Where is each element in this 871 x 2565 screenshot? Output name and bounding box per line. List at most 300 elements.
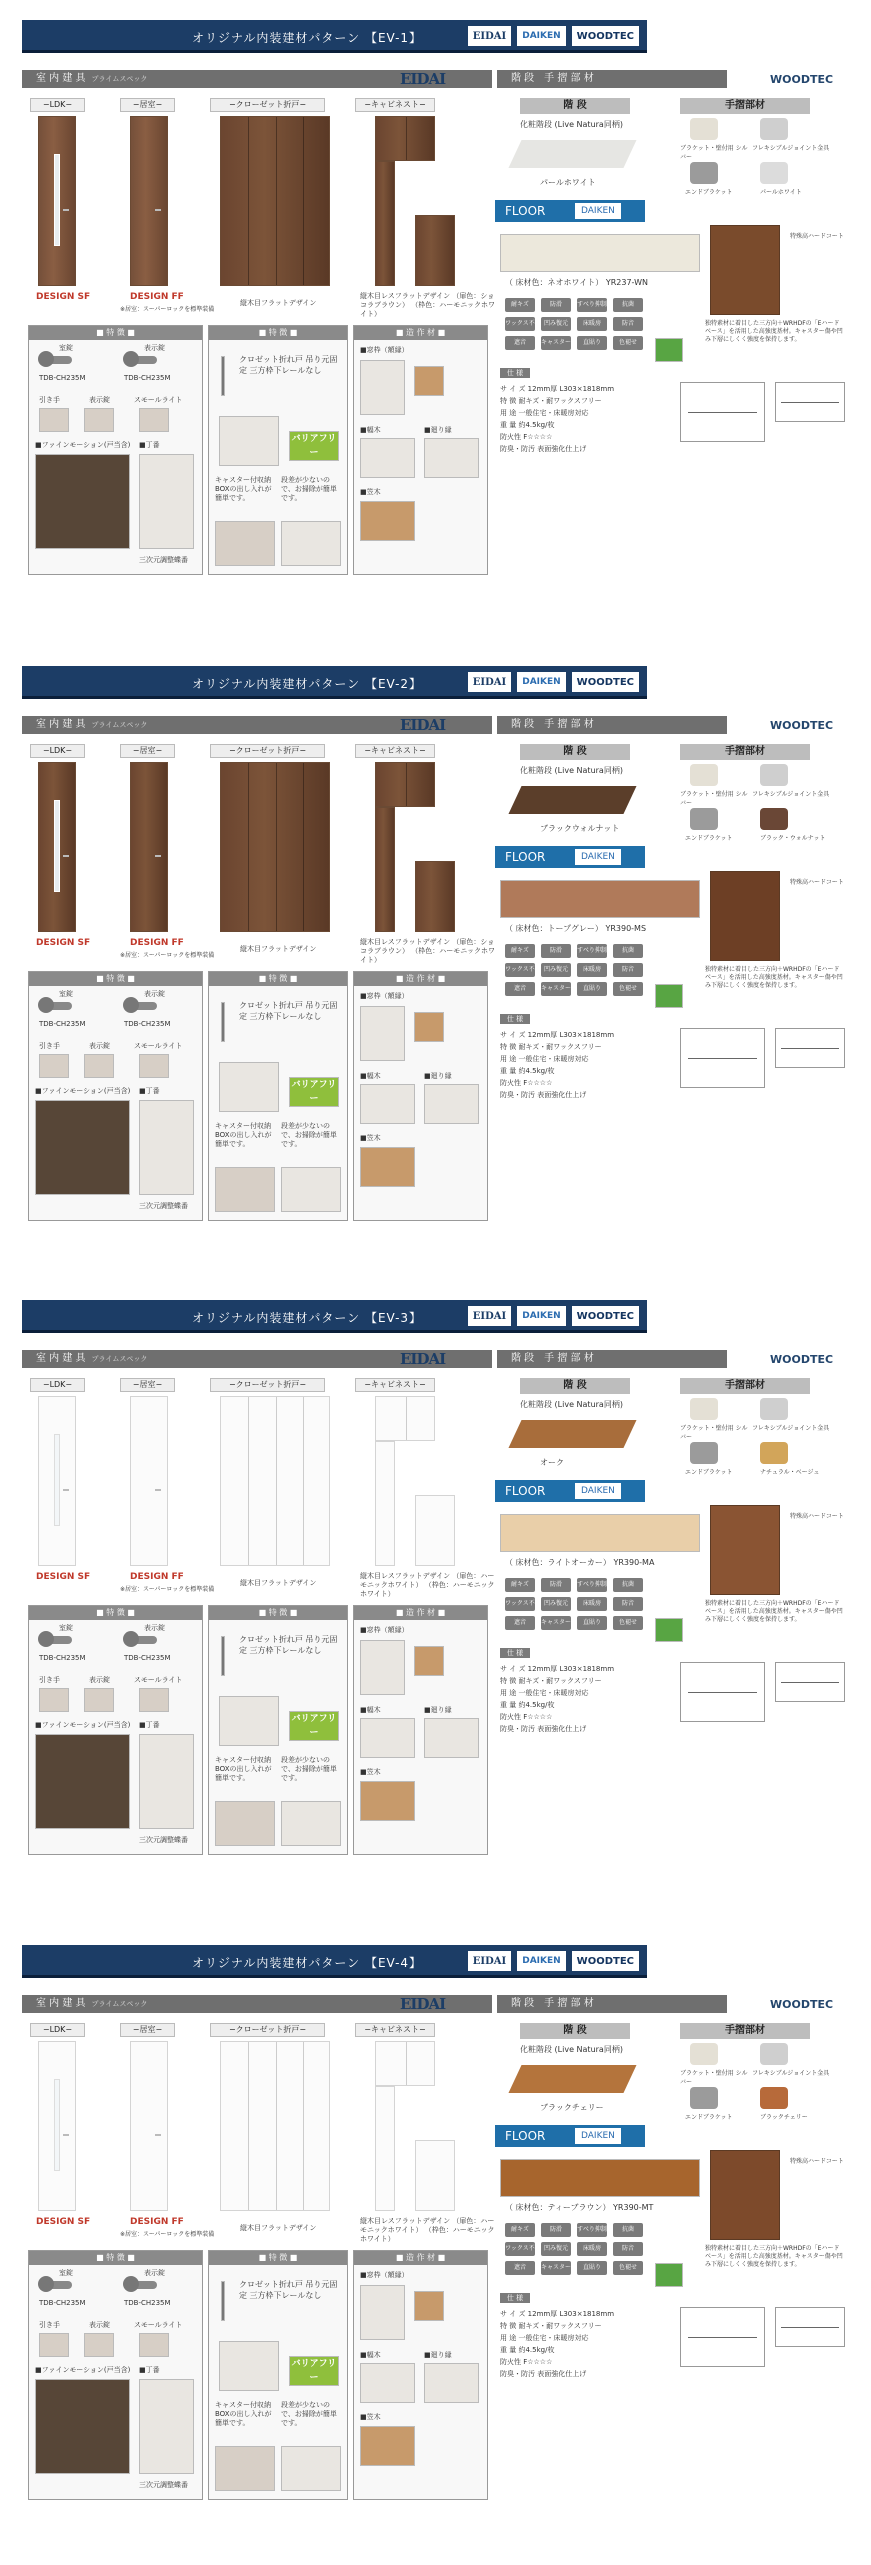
hinge-label: ■丁番 bbox=[139, 441, 160, 449]
stair-board-swatch bbox=[508, 140, 636, 168]
small-light-label: スモールライト bbox=[134, 1042, 183, 1050]
knob-photo bbox=[39, 1054, 69, 1078]
sill-label: ■幅木 bbox=[360, 1706, 381, 1714]
woodtec-mark: WOODTEC bbox=[770, 73, 834, 86]
barrier-free-badge: バリアフリー bbox=[289, 431, 339, 461]
handle-b-code: TDB-CH235M bbox=[124, 1020, 171, 1028]
rail-color-label: ブラックチェリー bbox=[760, 2114, 808, 2121]
stairs-head: 階 段 bbox=[520, 2023, 630, 2039]
rail-color-swatch bbox=[760, 162, 788, 184]
handle-a-code: TDB-CH235M bbox=[39, 374, 86, 382]
lock-photo bbox=[84, 408, 114, 432]
room-door bbox=[130, 2041, 168, 2211]
stairs-head: 階 段 bbox=[520, 98, 630, 114]
ff-note: ※居室：スーパーロックを標準装備 bbox=[120, 1586, 215, 1593]
cabinet-door-right bbox=[415, 215, 455, 286]
cabinet-door-upper bbox=[375, 762, 435, 807]
spec-row: 防火性 F☆☆☆☆ bbox=[500, 1079, 553, 1087]
column-tag: −居室− bbox=[120, 2023, 175, 2037]
spec-row: サ イ ズ 12mm厚 L303×1818mm bbox=[500, 2310, 615, 2318]
feature-box-head: ■ 特 徴 ■ bbox=[209, 972, 347, 986]
caster-note: キャスター付収納BOXの出し入れが簡単です。 bbox=[215, 476, 272, 502]
door-glass-slit bbox=[54, 800, 60, 892]
closet-copy: クロゼット折れ戸 吊り元固定 三方枠下レールなし bbox=[239, 2280, 338, 2300]
knob-photo bbox=[39, 1688, 69, 1712]
handle-a-title: 室錠 bbox=[59, 990, 73, 998]
spec-head: 仕 様 bbox=[500, 1648, 530, 1658]
handrail-head: 手摺部材 bbox=[680, 1378, 810, 1394]
feature-chip: 床暖房 bbox=[577, 1597, 607, 1611]
acc-b-label: フレキシブルジョイント金具 bbox=[752, 145, 830, 152]
hinge-photo bbox=[139, 1734, 194, 1829]
closet-panel-line bbox=[276, 763, 277, 931]
stair-product: 化粧階段 (Live Natura同柄) bbox=[520, 2045, 623, 2054]
window-photo bbox=[360, 1006, 405, 1061]
window-sample bbox=[414, 366, 444, 396]
handle-b-title: 表示錠 bbox=[144, 990, 165, 998]
floor-tag: 特殊高ハードコート bbox=[790, 879, 844, 886]
cabinet-note: 縦木目レスフラットデザイン （扉色：ハーモニックホワイト） （枠色：ハーモニックホワイト） bbox=[360, 1572, 495, 1598]
handle-b-code: TDB-CH235M bbox=[124, 1654, 171, 1662]
daiken-logo: DAIKEN bbox=[517, 672, 565, 692]
fine-motion-photo bbox=[35, 454, 130, 549]
floor-title: FLOOR bbox=[505, 204, 546, 218]
step-note: 段差が少ないので、お掃除が簡単です。 bbox=[281, 2401, 337, 2427]
feature-box-handles bbox=[28, 2250, 203, 2500]
window-label: ■窓枠（額縁） bbox=[360, 346, 409, 354]
spec-row: 重 量 約4.5kg/枚 bbox=[500, 1701, 555, 1709]
feature-chip: 耐キズ bbox=[505, 944, 535, 958]
stair-product: 化粧階段 (Live Natura同柄) bbox=[520, 766, 623, 775]
spec-row: 用 途 一般住宅・床暖房対応 bbox=[500, 1689, 589, 1697]
ldk-door bbox=[38, 2041, 76, 2211]
door-handle-icon bbox=[63, 1489, 69, 1491]
cabinet-door-upper bbox=[375, 116, 435, 161]
spec-row: 防臭・防汚 表面強化仕上げ bbox=[500, 445, 587, 453]
floor-name: （ 床材色：ネオホワイト） YR237-WN bbox=[505, 278, 649, 287]
eco-mark bbox=[655, 2263, 683, 2287]
pattern-title: オリジナル内装建材パターン 【EV-2】 bbox=[192, 677, 423, 691]
hinge-note: 三次元調整蝶番 bbox=[139, 1836, 188, 1844]
joint-icon bbox=[760, 1398, 788, 1420]
caster-note: キャスター付収納BOXの出し入れが簡単です。 bbox=[215, 1756, 272, 1782]
sill-photo bbox=[360, 2363, 415, 2403]
feature-chip: 色褪せ bbox=[613, 2261, 643, 2275]
spec-diagram-b bbox=[775, 382, 845, 422]
closet-panel-line bbox=[303, 117, 304, 285]
window-photo bbox=[360, 2285, 405, 2340]
pattern-sheet bbox=[0, 666, 871, 1286]
feature-chip: 床暖房 bbox=[577, 963, 607, 977]
step-note: 段差が少ないので、お掃除が簡単です。 bbox=[281, 1122, 337, 1148]
stair-color-label: ブラックウォルナット bbox=[540, 824, 620, 833]
feature-box-head: ■ 特 徴 ■ bbox=[29, 326, 202, 340]
eidai-logo: EIDAI bbox=[468, 1306, 511, 1326]
caster-note: キャスター付収納BOXの出し入れが簡単です。 bbox=[215, 2401, 272, 2427]
pattern-sheet bbox=[0, 1300, 871, 1920]
eco-mark bbox=[655, 338, 683, 362]
closet-handle-icon bbox=[221, 1002, 225, 1042]
feature-chip: すべり抑制 bbox=[577, 2223, 607, 2237]
closet-door bbox=[220, 116, 330, 286]
closet-panel-line bbox=[248, 763, 249, 931]
shelf-label: ■笠木 bbox=[360, 1134, 381, 1142]
frame-label: ■廻り縁 bbox=[424, 1706, 452, 1714]
room-door bbox=[130, 116, 168, 286]
lock-photo bbox=[84, 1688, 114, 1712]
woodtec-logo: WOODTEC bbox=[572, 1951, 639, 1971]
rail-color-label: パールホワイト bbox=[760, 189, 802, 196]
step-photo bbox=[281, 1167, 341, 1212]
caster-photo bbox=[215, 2446, 275, 2491]
handle-b-title: 表示錠 bbox=[144, 1624, 165, 1632]
closet-handle-icon bbox=[221, 356, 225, 396]
fine-motion-label: ■ファインモーション(戸当含) bbox=[35, 1721, 131, 1729]
acc-b-label: フレキシブルジョイント金具 bbox=[752, 2070, 830, 2077]
design-sf-label: DESIGN SF bbox=[36, 1572, 91, 1582]
stair-board-swatch bbox=[508, 2065, 636, 2093]
hinge-photo bbox=[139, 2379, 194, 2474]
woodtec-mark: WOODTEC bbox=[770, 1998, 834, 2011]
floor-rail-photo bbox=[219, 2341, 279, 2391]
feature-box-head: ■ 造 作 材 ■ bbox=[354, 972, 487, 986]
floor-name: （ 床材色：ティーブラウン） YR390-MT bbox=[505, 2203, 654, 2212]
door-handle-icon bbox=[63, 209, 69, 211]
sill-label: ■幅木 bbox=[360, 1072, 381, 1080]
cabinet-door-upper bbox=[375, 1396, 435, 1441]
woodtec-logo: WOODTEC bbox=[572, 672, 639, 692]
stairs-section-bar: 階 段 手 摺 部 材 bbox=[497, 1350, 727, 1368]
daiken-logo: DAIKEN bbox=[517, 26, 565, 46]
spec-row: 特 徴 耐キズ・耐ワックスフリー bbox=[500, 1677, 602, 1685]
woodtec-mark: WOODTEC bbox=[770, 1353, 834, 1366]
column-tag: −クローゼット折戸− bbox=[210, 98, 325, 112]
knob-a-label: 引き手 bbox=[39, 1042, 60, 1050]
feature-box-head: ■ 特 徴 ■ bbox=[209, 326, 347, 340]
fine-motion-label: ■ファインモーション(戸当含) bbox=[35, 441, 131, 449]
pattern-banner bbox=[22, 666, 647, 699]
shelf-label: ■笠木 bbox=[360, 488, 381, 496]
floor-note: 独特素材に着目した三方向＋WRHDFの「Eハードベース」を活用した高強度基材。キャスター傷や凹み下層にしくく強度を保持します。 bbox=[705, 966, 843, 989]
lock-photo bbox=[84, 1054, 114, 1078]
knob-b-label: 表示錠 bbox=[89, 1676, 110, 1684]
feature-chip: 抗菌 bbox=[613, 944, 643, 958]
cabinet-panel-line bbox=[406, 763, 407, 806]
interior-section-sub: プライムスペック bbox=[91, 721, 148, 729]
design-sf-label: DESIGN SF bbox=[36, 292, 91, 302]
shelf-photo bbox=[360, 2426, 415, 2466]
door-handle-icon bbox=[155, 209, 161, 211]
small-light-label: スモールライト bbox=[134, 2321, 183, 2329]
daiken-logo: DAIKEN bbox=[517, 1306, 565, 1326]
handle-a-title: 室錠 bbox=[59, 1624, 73, 1632]
end-bracket-icon bbox=[690, 1442, 718, 1464]
feature-chip: 防滑 bbox=[541, 2223, 571, 2237]
column-tag: −LDK− bbox=[30, 1378, 85, 1392]
cabinet-door-right bbox=[415, 861, 455, 932]
fine-motion-photo bbox=[35, 2379, 130, 2474]
bracket-icon bbox=[690, 1398, 718, 1420]
column-tag: −キャビネスト− bbox=[355, 744, 435, 758]
feature-chip: 防音 bbox=[613, 2242, 643, 2256]
window-label: ■窓枠（額縁） bbox=[360, 992, 409, 1000]
daiken-logo: DAIKEN bbox=[517, 1951, 565, 1971]
floor-cross-section bbox=[710, 1505, 780, 1595]
feature-chip: ワックス不 bbox=[505, 1597, 535, 1611]
small-light-photo bbox=[139, 2333, 169, 2357]
joint-icon bbox=[760, 764, 788, 786]
handle-a-code: TDB-CH235M bbox=[39, 1654, 86, 1662]
barrier-free-badge: バリアフリー bbox=[289, 1077, 339, 1107]
eidai-mark: EIDAI bbox=[400, 1350, 446, 1368]
feature-chip: 防滑 bbox=[541, 298, 571, 312]
pattern-banner bbox=[22, 1945, 647, 1978]
woodtec-logo: WOODTEC bbox=[572, 26, 639, 46]
window-sample bbox=[414, 1646, 444, 1676]
feature-chip: 耐キズ bbox=[505, 1578, 535, 1592]
fine-motion-label: ■ファインモーション(戸当含) bbox=[35, 1087, 131, 1095]
spec-row: 用 途 一般住宅・床暖房対応 bbox=[500, 409, 589, 417]
rail-color-swatch bbox=[760, 1442, 788, 1464]
lever-handle-icon bbox=[44, 1636, 72, 1644]
bracket-icon bbox=[690, 764, 718, 786]
hinge-label: ■丁番 bbox=[139, 1721, 160, 1729]
stair-color-label: パールホワイト bbox=[540, 178, 596, 187]
frame-photo bbox=[424, 1084, 479, 1124]
feature-box-trim bbox=[353, 325, 488, 575]
pattern-banner bbox=[22, 20, 647, 53]
feature-box-handles bbox=[28, 325, 203, 575]
closet-note: 縦木目フラットデザイン bbox=[240, 945, 317, 953]
feature-chip: 防滑 bbox=[541, 1578, 571, 1592]
feature-box-handles bbox=[28, 971, 203, 1221]
floor-cross-section bbox=[710, 225, 780, 315]
cabinet-door-left bbox=[375, 2086, 395, 2211]
floor-title: FLOOR bbox=[505, 1484, 546, 1498]
spec-row: 用 途 一般住宅・床暖房対応 bbox=[500, 1055, 589, 1063]
stair-color-label: ブラックチェリー bbox=[540, 2103, 604, 2112]
feature-chip: キャスター bbox=[541, 982, 571, 996]
spec-row: 重 量 約4.5kg/枚 bbox=[500, 2346, 555, 2354]
cabinet-door-right bbox=[415, 1495, 455, 1566]
step-note: 段差が少ないので、お掃除が簡単です。 bbox=[281, 476, 337, 502]
small-light-label: スモールライト bbox=[134, 1676, 183, 1684]
spec-row: 特 徴 耐キズ・耐ワックスフリー bbox=[500, 1043, 602, 1051]
end-bracket-icon bbox=[690, 2087, 718, 2109]
column-tag: −キャビネスト− bbox=[355, 2023, 435, 2037]
step-photo bbox=[281, 521, 341, 566]
acc-c-label: エンドブラケット bbox=[685, 2114, 733, 2121]
lever-handle-icon bbox=[129, 2281, 157, 2289]
closet-panel-line bbox=[248, 1397, 249, 1565]
column-tag: −LDK− bbox=[30, 98, 85, 112]
sill-photo bbox=[360, 1084, 415, 1124]
knob-b-label: 表示錠 bbox=[89, 396, 110, 404]
pattern-title: オリジナル内装建材パターン 【EV-4】 bbox=[192, 1956, 423, 1970]
feature-chip: 直貼り bbox=[577, 336, 607, 350]
closet-note: 縦木目フラットデザイン bbox=[240, 299, 317, 307]
closet-handle-icon bbox=[221, 2281, 225, 2321]
closet-panel-line bbox=[248, 117, 249, 285]
eidai-logo: EIDAI bbox=[468, 672, 511, 692]
joint-icon bbox=[760, 118, 788, 140]
lever-handle-icon bbox=[129, 356, 157, 364]
floor-cross-section bbox=[710, 2150, 780, 2240]
feature-chip: 凹み復元 bbox=[541, 2242, 571, 2256]
handle-b-code: TDB-CH235M bbox=[124, 2299, 171, 2307]
floor-rail-photo bbox=[219, 1696, 279, 1746]
hinge-label: ■丁番 bbox=[139, 1087, 160, 1095]
lever-handle-icon bbox=[44, 2281, 72, 2289]
ff-note: ※居室：スーパーロックを標準装備 bbox=[120, 306, 215, 313]
floor-title: FLOOR bbox=[505, 2129, 546, 2143]
spec-row: サ イ ズ 12mm厚 L303×1818mm bbox=[500, 385, 615, 393]
pattern-sheet bbox=[0, 1945, 871, 2565]
small-light-label: スモールライト bbox=[134, 396, 183, 404]
feature-box-head: ■ 特 徴 ■ bbox=[209, 2251, 347, 2265]
rail-color-swatch bbox=[760, 2087, 788, 2109]
door-handle-icon bbox=[155, 855, 161, 857]
closet-panel-line bbox=[303, 763, 304, 931]
shelf-photo bbox=[360, 1147, 415, 1187]
interior-section-sub: プライムスペック bbox=[91, 2000, 148, 2008]
cabinet-note: 縦木目レスフラットデザイン （扉色：ショコラブラウン） （枠色：ハーモニックホワイト） bbox=[360, 292, 495, 318]
feature-chip: ワックス不 bbox=[505, 317, 535, 331]
feature-chip: 色褪せ bbox=[613, 336, 643, 350]
feature-chip: 抗菌 bbox=[613, 298, 643, 312]
floor-note: 独特素材に着目した三方向＋WRHDFの「Eハードベース」を活用した高強度基材。キャスター傷や凹み下層にしくく強度を保持します。 bbox=[705, 1600, 843, 1623]
woodtec-logo: WOODTEC bbox=[572, 1306, 639, 1326]
pattern-sheet bbox=[0, 20, 871, 640]
feature-box-closet bbox=[208, 971, 348, 1221]
eidai-mark: EIDAI bbox=[400, 716, 446, 734]
shelf-label: ■笠木 bbox=[360, 1768, 381, 1776]
feature-chip: 遮音 bbox=[505, 2261, 535, 2275]
pattern-title: オリジナル内装建材パターン 【EV-1】 bbox=[192, 31, 423, 45]
column-tag: −クローゼット折戸− bbox=[210, 744, 325, 758]
step-photo bbox=[281, 2446, 341, 2491]
handle-b-title: 表示錠 bbox=[144, 2269, 165, 2277]
ff-note: ※居室：スーパーロックを標準装備 bbox=[120, 2231, 215, 2238]
room-door bbox=[130, 762, 168, 932]
step-note: 段差が少ないので、お掃除が簡単です。 bbox=[281, 1756, 337, 1782]
spec-row: 重 量 約4.5kg/枚 bbox=[500, 1067, 555, 1075]
feature-chip: 遮音 bbox=[505, 982, 535, 996]
cabinet-note: 縦木目レスフラットデザイン （扉色：ハーモニックホワイト） （枠色：ハーモニックホワイト） bbox=[360, 2217, 495, 2243]
closet-door bbox=[220, 2041, 330, 2211]
knob-a-label: 引き手 bbox=[39, 2321, 60, 2329]
handle-b-code: TDB-CH235M bbox=[124, 374, 171, 382]
rail-color-label: ブラック・ウォルナット bbox=[760, 835, 826, 842]
floor-name: （ 床材色：ライトオーカー） YR390-MA bbox=[505, 1558, 655, 1567]
closet-handle-icon bbox=[221, 1636, 225, 1676]
cabinet-note: 縦木目レスフラットデザイン （扉色：ショコラブラウン） （枠色：ハーモニックホワイト） bbox=[360, 938, 495, 964]
sill-label: ■幅木 bbox=[360, 426, 381, 434]
closet-panel-line bbox=[303, 1397, 304, 1565]
knob-a-label: 引き手 bbox=[39, 1676, 60, 1684]
room-door bbox=[130, 1396, 168, 1566]
floor-tag: 特殊高ハードコート bbox=[790, 1513, 844, 1520]
column-tag: −LDK− bbox=[30, 744, 85, 758]
window-sample bbox=[414, 1012, 444, 1042]
closet-copy: クロゼット折れ戸 吊り元固定 三方枠下レールなし bbox=[239, 1635, 338, 1655]
lever-handle-icon bbox=[44, 1002, 72, 1010]
closet-copy: クロゼット折れ戸 吊り元固定 三方枠下レールなし bbox=[239, 1001, 338, 1021]
cabinet-door-right bbox=[415, 2140, 455, 2211]
feature-chip: ワックス不 bbox=[505, 2242, 535, 2256]
spec-row: 防火性 F☆☆☆☆ bbox=[500, 433, 553, 441]
small-light-photo bbox=[139, 1688, 169, 1712]
feature-chip: キャスター bbox=[541, 336, 571, 350]
spec-diagram-b bbox=[775, 1028, 845, 1068]
floor-rail-photo bbox=[219, 416, 279, 466]
caster-photo bbox=[215, 1801, 275, 1846]
frame-label: ■廻り縁 bbox=[424, 2351, 452, 2359]
lock-photo bbox=[84, 2333, 114, 2357]
closet-panel-line bbox=[303, 2042, 304, 2210]
feature-chip: 遮音 bbox=[505, 336, 535, 350]
end-bracket-icon bbox=[690, 162, 718, 184]
feature-chip: 防音 bbox=[613, 1597, 643, 1611]
spec-head: 仕 様 bbox=[500, 2293, 530, 2303]
feature-chip: 凹み復元 bbox=[541, 1597, 571, 1611]
sill-photo bbox=[360, 438, 415, 478]
lever-handle-icon bbox=[129, 1636, 157, 1644]
step-photo bbox=[281, 1801, 341, 1846]
feature-chip: すべり抑制 bbox=[577, 298, 607, 312]
closet-panel-line bbox=[248, 2042, 249, 2210]
design-ff-label: DESIGN FF bbox=[130, 2217, 184, 2227]
door-handle-icon bbox=[63, 2134, 69, 2136]
window-photo bbox=[360, 1640, 405, 1695]
eidai-logo: EIDAI bbox=[468, 1951, 511, 1971]
shelf-photo bbox=[360, 1781, 415, 1821]
caster-note: キャスター付収納BOXの出し入れが簡単です。 bbox=[215, 1122, 272, 1148]
sill-label: ■幅木 bbox=[360, 2351, 381, 2359]
frame-photo bbox=[424, 2363, 479, 2403]
feature-box-head: ■ 特 徴 ■ bbox=[29, 2251, 202, 2265]
floor-bar bbox=[495, 846, 645, 868]
column-tag: −キャビネスト− bbox=[355, 1378, 435, 1392]
interior-section-title: 室 内 建 具 bbox=[36, 73, 86, 84]
shelf-photo bbox=[360, 501, 415, 541]
eidai-logo: EIDAI bbox=[468, 26, 511, 46]
floor-bar bbox=[495, 200, 645, 222]
pattern-title: オリジナル内装建材パターン 【EV-3】 bbox=[192, 1311, 423, 1325]
closet-panel-line bbox=[276, 1397, 277, 1565]
knob-photo bbox=[39, 408, 69, 432]
spec-diagram-a bbox=[680, 1662, 765, 1722]
floor-swatch bbox=[500, 1514, 700, 1552]
design-sf-label: DESIGN SF bbox=[36, 938, 91, 948]
handrail-head: 手摺部材 bbox=[680, 744, 810, 760]
spec-row: サ イ ズ 12mm厚 L303×1818mm bbox=[500, 1665, 615, 1673]
ff-note: ※居室：スーパーロックを標準装備 bbox=[120, 952, 215, 959]
feature-box-head: ■ 造 作 材 ■ bbox=[354, 2251, 487, 2265]
joint-icon bbox=[760, 2043, 788, 2065]
spec-row: 特 徴 耐キズ・耐ワックスフリー bbox=[500, 2322, 602, 2330]
feature-chip: 直貼り bbox=[577, 1616, 607, 1630]
knob-b-label: 表示錠 bbox=[89, 1042, 110, 1050]
spec-row: 防火性 F☆☆☆☆ bbox=[500, 1713, 553, 1721]
column-tag: −クローゼット折戸− bbox=[210, 2023, 325, 2037]
feature-box-closet bbox=[208, 1605, 348, 1855]
bracket-icon bbox=[690, 2043, 718, 2065]
stair-product: 化粧階段 (Live Natura同柄) bbox=[520, 120, 623, 129]
daiken-badge: DAIKEN bbox=[575, 203, 621, 219]
closet-copy: クロゼット折れ戸 吊り元固定 三方枠下レールなし bbox=[239, 355, 338, 375]
feature-chip: 防音 bbox=[613, 317, 643, 331]
